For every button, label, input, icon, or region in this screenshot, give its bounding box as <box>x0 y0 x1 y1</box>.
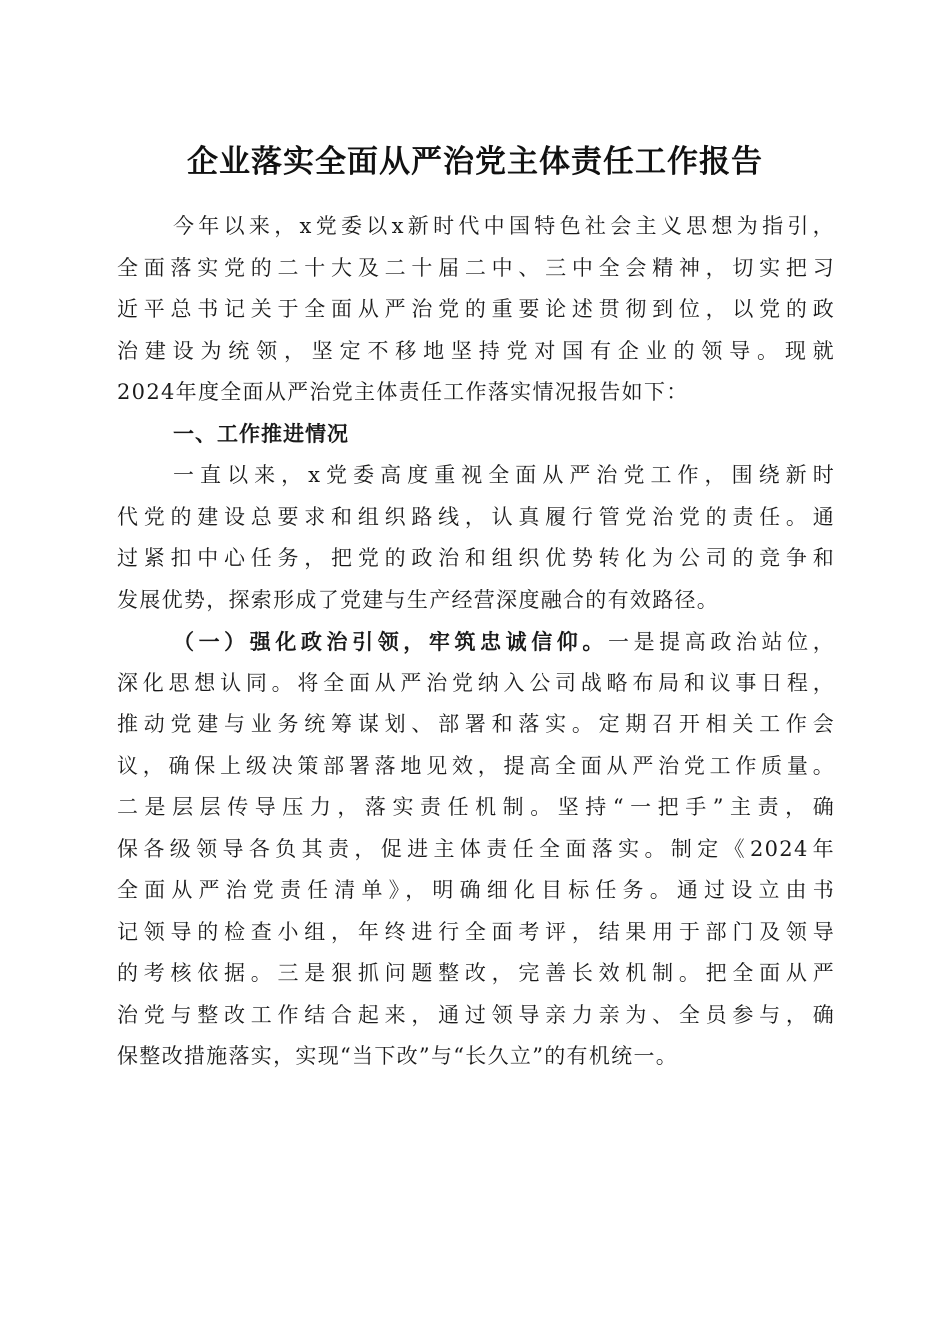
intro-line: 全面落实党的二十大及二十届二中、三中全会精神，切实把习 <box>117 255 835 280</box>
section-paragraph-line: 一直以来，x党委高度重视全面从严治党工作，围绕新时 <box>173 463 835 487</box>
subsection-line: 推动党建与业务统筹谋划、部署和落实。定期召开相关工作会 <box>117 712 835 736</box>
subsection-line: 议，确保上级决策部署落地见效，提高全面从严治党工作质量。 <box>117 753 835 778</box>
subsection-first-line <box>117 621 835 663</box>
section-paragraph-line: 代党的建设总要求和组织路线，认真履行管党治党的责任。通 <box>117 504 835 529</box>
subsection-line: 二是层层传导压力，落实责任机制。坚持“一把手”主责，确 <box>117 795 835 819</box>
subsection-line: 治党与整改工作结合起来，通过领导亲力亲为、全员参与，确 <box>117 1002 835 1027</box>
intro-line: 2024年度全面从严治党主体责任工作落实情况报告如下： <box>117 380 689 404</box>
intro-line: 近平总书记关于全面从严治党的重要论述贯彻到位，以党的政 <box>117 297 835 321</box>
document-body <box>117 206 835 1078</box>
subsection-heading: （一）强化政治引领，牢筑忠诚信仰。 <box>173 629 608 654</box>
subsection-line: 保各级领导各负其责，促进主体责任全面落实。制定《2024年 <box>117 836 835 861</box>
subsection-line: 保整改措施落实，实现“当下改”与“长久立”的有机统一。 <box>117 1044 679 1068</box>
section-heading: 一、工作推进情况 <box>173 421 349 446</box>
document-title: 企业落实全面从严治党主体责任工作报告 <box>187 144 763 180</box>
subsection-line: 的考核依据。三是狠抓问题整改，完善长效机制。把全面从严 <box>117 961 835 985</box>
intro-line: 治建设为统领，坚定不移地坚持党对国有企业的领导。现就 <box>117 338 835 363</box>
subsection-line: 深化思想认同。将全面从严治党纳入公司战略布局和议事日程， <box>117 670 835 695</box>
subsection-line: 全面从严治党责任清单》，明确细化目标任务。通过设立由书 <box>117 878 835 902</box>
section-paragraph-line: 过紧扣中心任务，把党的政治和组织优势转化为公司的竞争和 <box>117 546 835 570</box>
subsection-first-line-text: 一是提高政治站位， <box>608 630 835 654</box>
intro-line: 今年以来，x党委以x新时代中国特色社会主义思想为指引， <box>173 214 835 238</box>
subsection-line: 记领导的检查小组，年终进行全面考评，结果用于部门及领导 <box>117 919 835 944</box>
section-paragraph-line: 发展优势，探索形成了党建与生产经营深度融合的有效路径。 <box>117 587 720 612</box>
